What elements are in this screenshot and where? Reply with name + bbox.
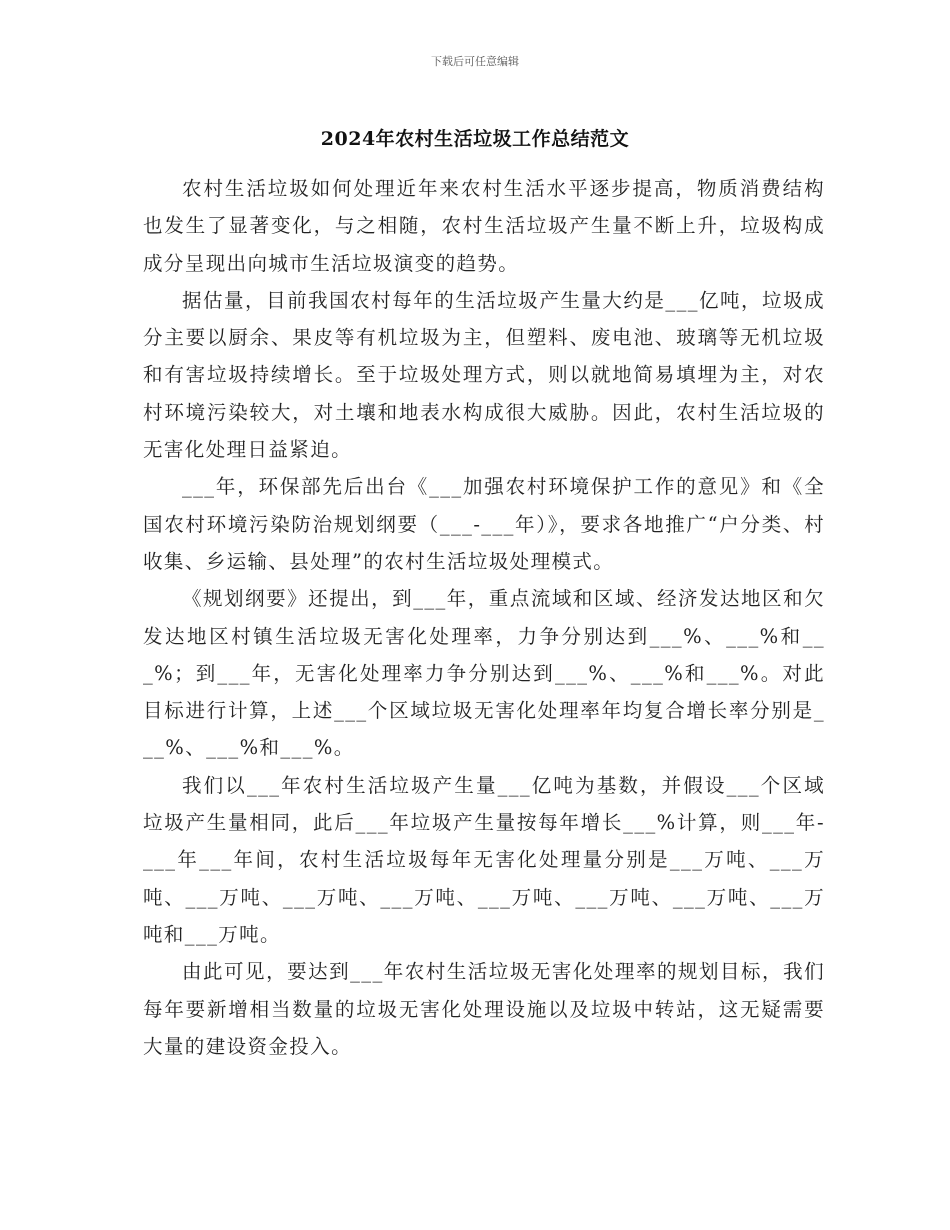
document-body bbox=[143, 170, 825, 1065]
paragraph: 农村生活垃圾如何处理近年来农村生活水平逐步提高，物质消费结构也发生了显著变化，与之相随，农村生活垃圾产生量不断上升，垃圾构成成分呈现出向城市生活垃圾演变的趋势。 bbox=[143, 177, 825, 275]
paragraph: ___年，环保部先后出台《___加强农村环境保护工作的意见》和《全国农村环境污染防治规划纲要（___-___年）》，要求各地推广“户分类、村收集、乡运输、县处理”的农村生活垃圾处理模式。 bbox=[143, 475, 825, 573]
paragraph: 《规划纲要》还提出，到___年，重点流域和区域、经济发达地区和欠发达地区村镇生活垃圾无害化处理率，力争分别达到___%、___%和___%；到___年，无害化处理率力争分别达到___%、___%和___%。对此目标进行计算，上述___个区域垃圾无害化处理率年均复合增长率分别是___%、___%和___%。 bbox=[143, 587, 825, 760]
document-title: 2024年农村生活垃圾工作总结范文 bbox=[320, 128, 630, 150]
paragraph: 由此可见，要达到___年农村生活垃圾无害化处理率的规划目标，我们每年要新增相当数量的垃圾无害化处理设施以及垃圾中转站，这无疑需要大量的建设资金投入。 bbox=[143, 960, 825, 1058]
paragraph: 据估量，目前我国农村每年的生活垃圾产生量大约是___亿吨，垃圾成分主要以厨余、果皮等有机垃圾为主，但塑料、废电池、玻璃等无机垃圾和有害垃圾持续增长。至于垃圾处理方式，则以就地简易填埋为主，对农村环境污染较大，对土壤和地表水构成很大威胁。因此，农村生活垃圾的无害化处理日益紧迫。 bbox=[143, 288, 825, 462]
header-note: 下载后可任意编辑 bbox=[431, 55, 519, 68]
paragraph: 我们以___年农村生活垃圾产生量___亿吨为基数，并假设___个区域垃圾产生量相同，此后___年垃圾产生量按每年增长___%计算，则___年-___年___年间，农村生活垃圾每年无害化处理量分别是___万吨、___万吨、___万吨、___万吨、___万吨、___万吨、___万吨、___万吨、___万吨和___万吨。 bbox=[143, 773, 825, 946]
